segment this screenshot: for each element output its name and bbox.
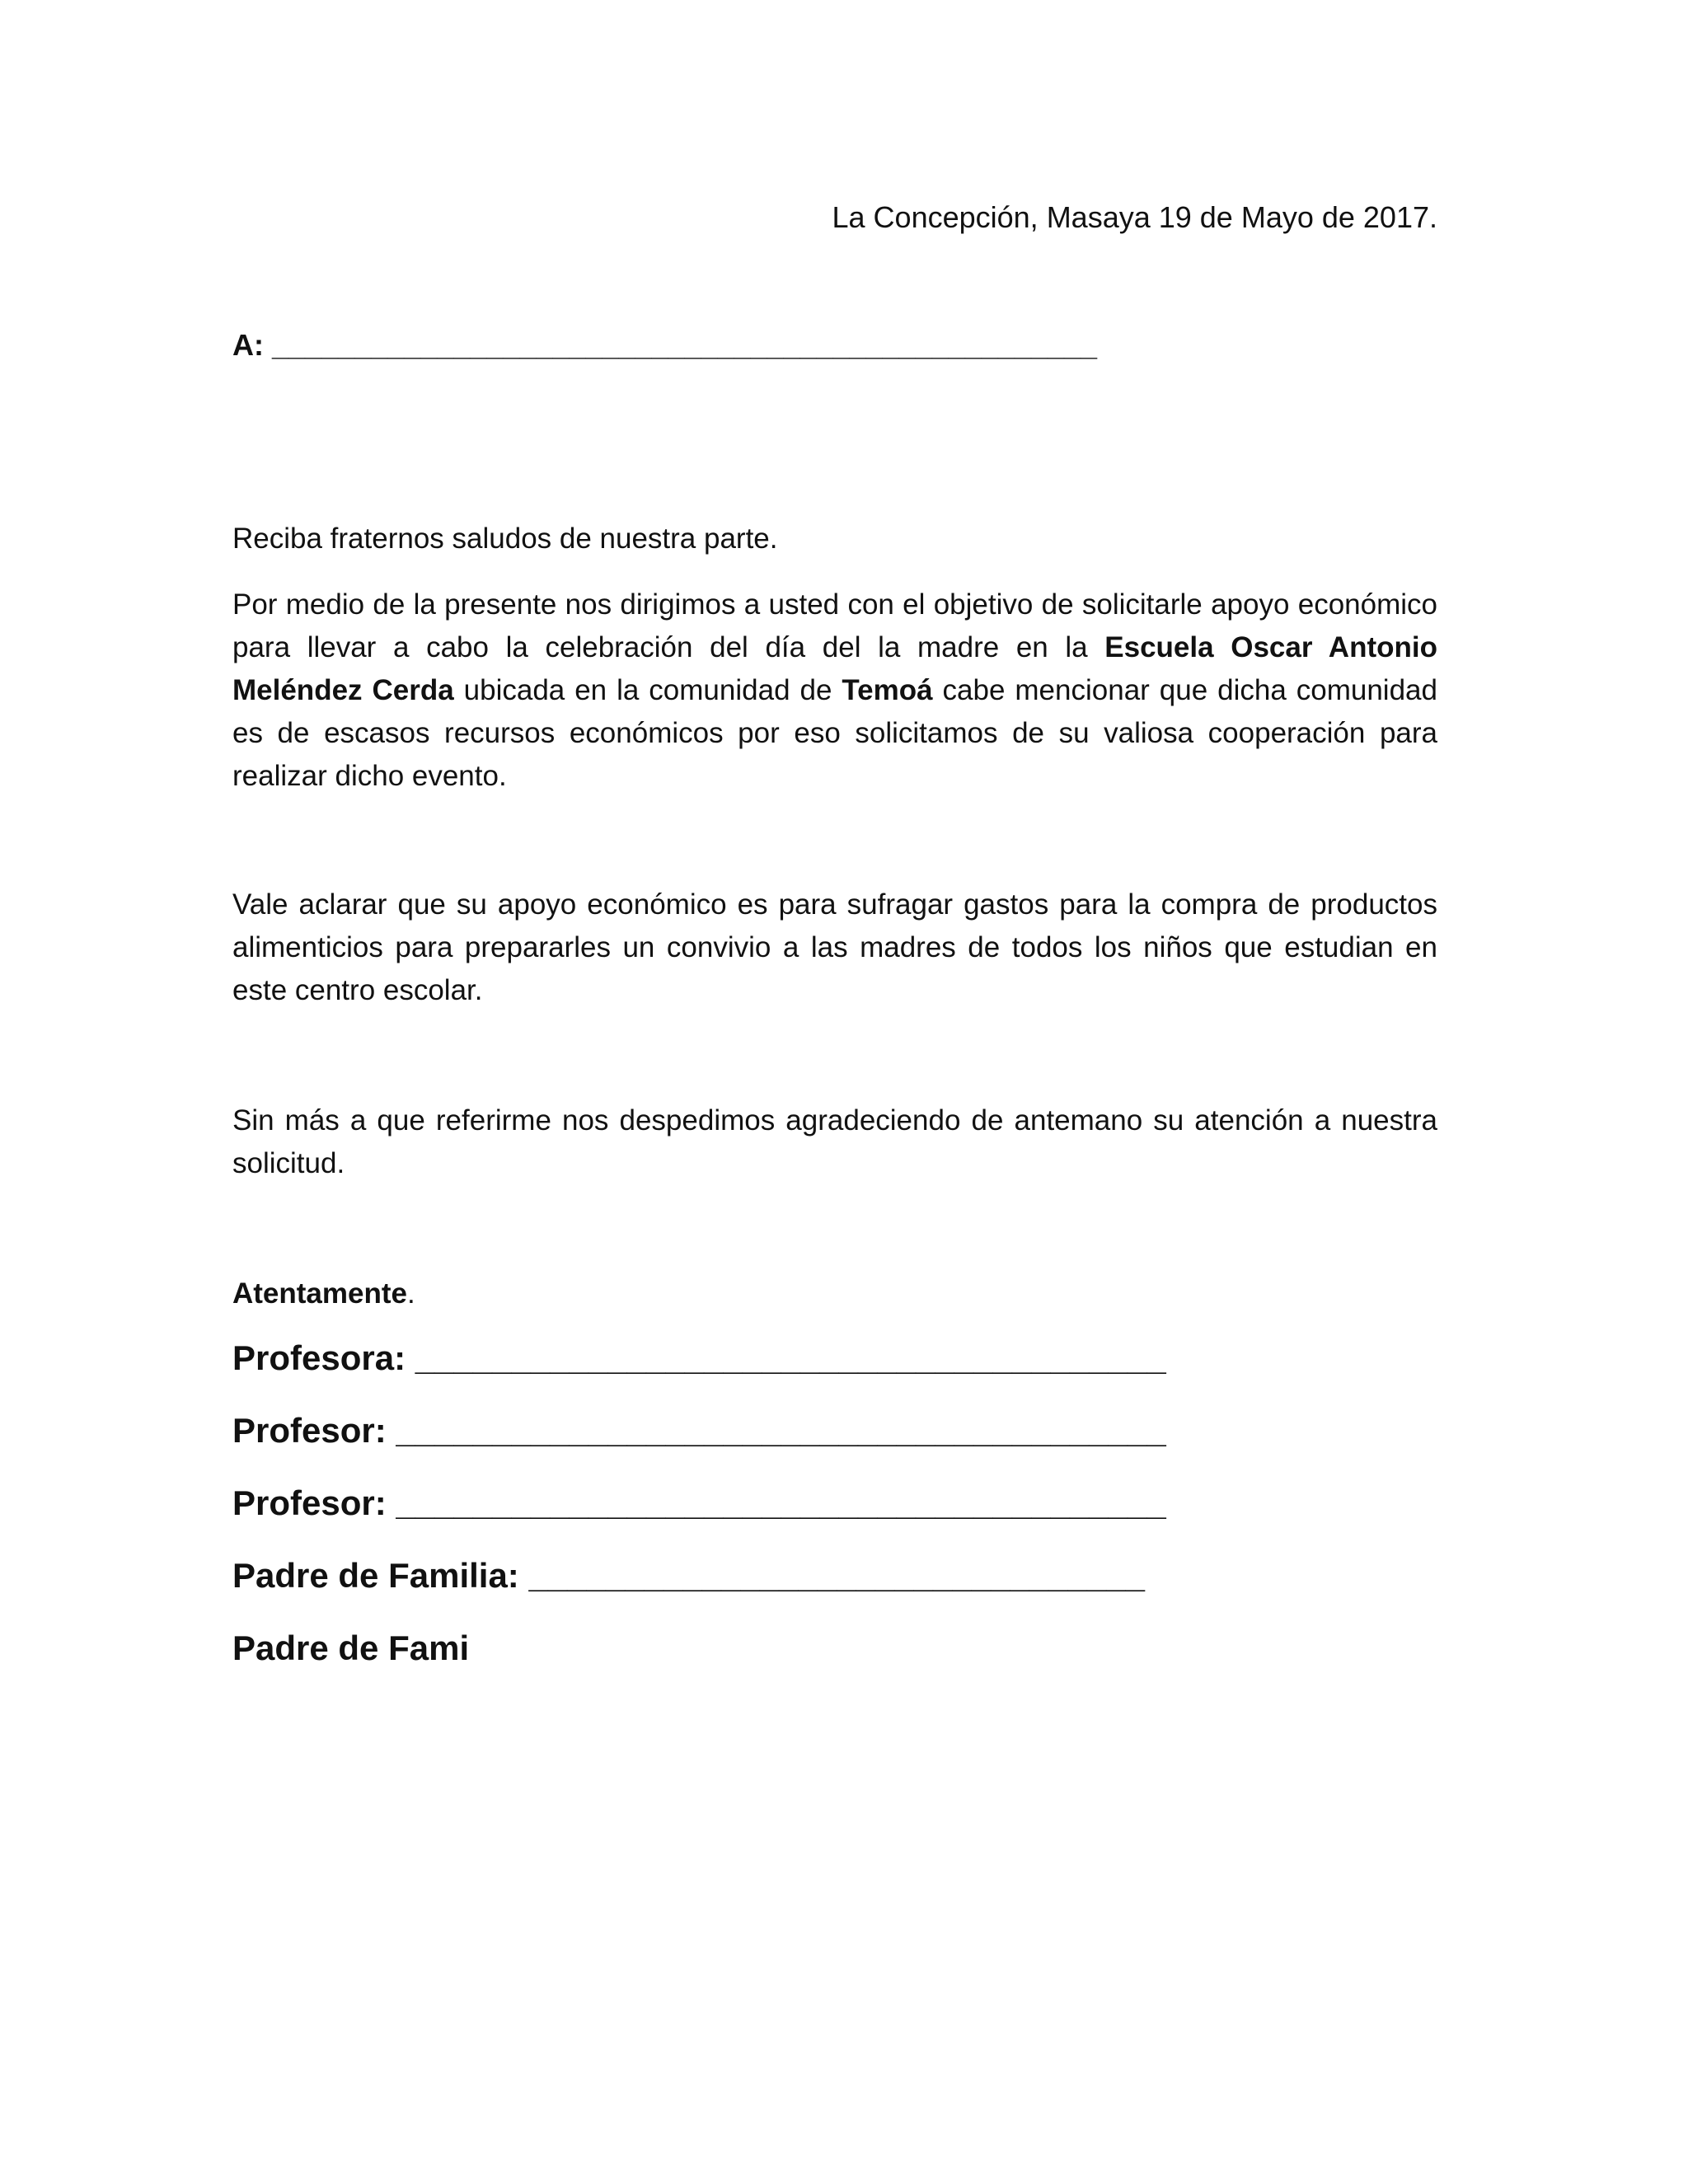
sign-off-punctuation: . bbox=[406, 1277, 415, 1310]
clarification-paragraph: Vale aclarar que su apoyo económico es para sufragar gastos para la compra de productos alimenticios para prepararles un convivio a las madres de todos los niños que estudian en este centro escolar. bbox=[232, 888, 1437, 1006]
main-paragraph-text-1: Por medio de la presente nos dirigimos a usted con el objetivo de solicitarle apoyo económico para llevar a cabo la celebración del día del la madre en la bbox=[232, 588, 1437, 663]
recipient-line: A: __________________________________________________ bbox=[232, 328, 1098, 362]
signature-line-profesor-1: Profesor: ________________________________________ bbox=[232, 1411, 1166, 1450]
date-line: La Concepción, Masaya 19 de Mayo de 2017. bbox=[832, 200, 1437, 234]
signature-line-profesor-2: Profesor: ________________________________________ bbox=[232, 1483, 1166, 1522]
main-paragraph bbox=[232, 583, 1437, 798]
community-name: Temoá bbox=[842, 674, 933, 706]
school-name: Escuela Oscar Antonio Meléndez Cerda bbox=[232, 631, 1437, 706]
signature-line-profesora: Profesora: _______________________________________ bbox=[232, 1338, 1166, 1377]
sign-off bbox=[232, 1274, 415, 1314]
closing-paragraph: Sin más a que referirme nos despedimos agradeciendo de antemano su atención a nuestra solicitud. bbox=[232, 1104, 1437, 1179]
signature-line-padre-de-familia-truncated: Padre de Fami bbox=[232, 1629, 470, 1667]
main-paragraph-text-2: ubicada en la comunidad de bbox=[453, 674, 842, 706]
signature-line-padre-de-familia: Padre de Familia: ________________________________ bbox=[232, 1556, 1145, 1595]
sign-off-text: Atentamente bbox=[232, 1277, 407, 1310]
main-paragraph-text-3: cabe mencionar que dicha comunidad es de escasos recursos económicos por eso solicitamos de su valiosa cooperación para realizar dicho evento. bbox=[232, 674, 1437, 792]
greeting-paragraph: Reciba fraternos saludos de nuestra parte. bbox=[232, 523, 778, 555]
